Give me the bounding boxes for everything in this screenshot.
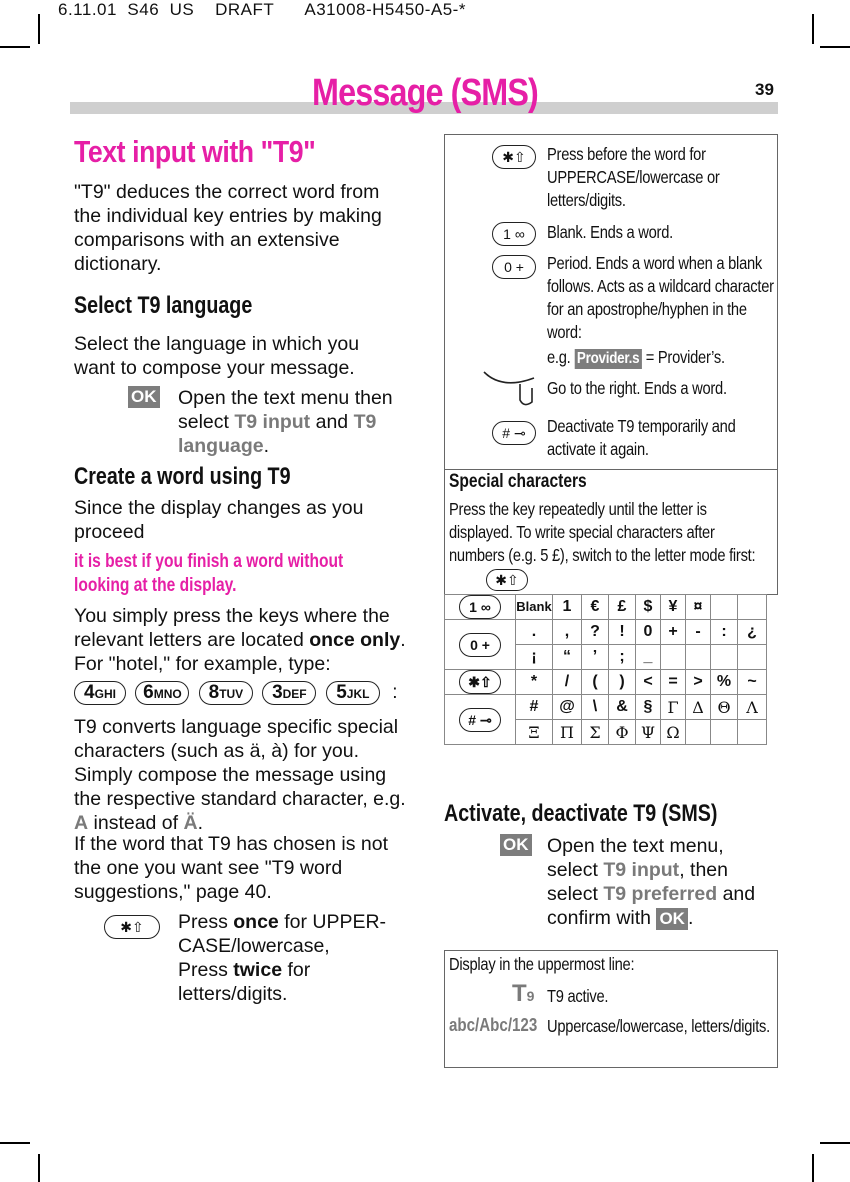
special-characters-table — [444, 594, 767, 745]
instruction-text: Period. Ends a word when a blank follows. Acts as a wildcard character for an apostrophe/hyphen in the word: — [547, 253, 774, 342]
table-cell: ¥ — [661, 595, 686, 620]
table-cell: £ — [609, 595, 636, 620]
table-cell: “ — [553, 645, 582, 670]
table-cell: - — [686, 620, 711, 645]
one-key-icon: 1 ∞ — [459, 595, 501, 619]
instruction-text: Blank. Ends a word. — [547, 222, 673, 242]
table-cell: 1 — [553, 595, 582, 620]
key-3-icon: 3DEF — [262, 681, 316, 705]
table-cell: Blank — [516, 595, 553, 620]
zero-key-icon: 0 + — [459, 633, 501, 657]
table-cell: Δ — [686, 695, 711, 720]
table-cell — [711, 645, 738, 670]
table-cell: ! — [609, 620, 636, 645]
table-cell: 0 — [636, 620, 661, 645]
table-cell: * — [516, 670, 553, 695]
table-cell: € — [582, 595, 609, 620]
table-cell: \ — [582, 695, 609, 720]
table-cell: Λ — [738, 695, 767, 720]
provider-example: e.g. Provider.s = Provider’s. — [547, 347, 725, 367]
key-5-icon: 5JKL — [326, 681, 380, 705]
table-row-key — [445, 595, 516, 620]
case-mode-label: abc/Abc/123 — [449, 1015, 538, 1035]
table-cell: # — [516, 695, 553, 720]
crop-mark — [820, 46, 850, 48]
hotel-key-sequence — [74, 681, 398, 705]
not-wanted-text: If the word that T9 has chosen is not the one you want see "T9 word suggestions," page 40. — [74, 833, 388, 903]
create-word-heading: Create a word using T9 — [74, 463, 291, 490]
page-number: 39 — [755, 80, 774, 99]
key-sequence-colon: : — [392, 682, 398, 703]
key-4-icon: 4GHI — [74, 681, 126, 705]
ok-softkey[interactable]: OK — [500, 834, 532, 856]
table-cell: ~ — [738, 670, 767, 695]
table-cell: ’ — [582, 645, 609, 670]
table-cell: Θ — [711, 695, 738, 720]
hash-key-icon: # ⊸ — [459, 708, 501, 732]
case-mode-text: Uppercase/lowercase, letters/digits. — [547, 1016, 770, 1036]
table-row-key — [445, 695, 516, 745]
instruction-text: Go to the right. Ends a word. — [547, 378, 727, 398]
table-cell: Π — [553, 720, 582, 745]
crop-mark — [38, 1154, 40, 1182]
zero-key-icon: 0 + — [492, 255, 536, 279]
table-cell: Ψ — [636, 720, 661, 745]
select-language-text: Select the language in which you want to compose your message. — [74, 333, 360, 379]
table-cell: % — [711, 670, 738, 695]
t9-active-text: T9 active. — [547, 986, 609, 1006]
activate-t9-text: Open the text menu, select T9 input, then select T9 preferred and confirm with OK . — [547, 835, 756, 929]
crop-mark — [812, 14, 814, 44]
page-title: Message (SMS) — [312, 72, 538, 114]
crop-mark — [812, 1154, 814, 1182]
table-cell: ) — [609, 670, 636, 695]
crop-mark — [820, 1142, 850, 1144]
special-characters-text: Press the key repeatedly until the letter is displayed. To write special characters after numbers (e.g. 5 £), switch to the letter mode first: — [449, 499, 756, 565]
table-cell: > — [686, 670, 711, 695]
open-menu-text: Open the text menu then select T9 input and T9 language. — [178, 387, 393, 457]
table-row-key — [445, 670, 516, 695]
provider-softkey[interactable]: Provider.s — [574, 349, 642, 369]
table-cell — [711, 720, 738, 745]
navigation-key-right-icon — [482, 368, 538, 410]
crop-mark — [0, 1142, 30, 1144]
star-key-icon: ✱⇧ — [104, 915, 160, 939]
table-cell: , — [553, 620, 582, 645]
special-characters-heading: Special characters — [449, 471, 587, 492]
press-keys-text: You simply press the keys where the relevant letters are located once only. For "hotel," for example, type: — [74, 605, 406, 675]
intro-text: "T9" deduces the correct word from the individual key entries by making comparisons with an extensive dictionary. — [74, 181, 382, 275]
table-cell: @ — [553, 695, 582, 720]
table-cell — [738, 645, 767, 670]
table-cell: / — [553, 670, 582, 695]
table-cell: = — [661, 670, 686, 695]
table-cell: § — [636, 695, 661, 720]
key-8-icon: 8TUV — [199, 681, 253, 705]
best-tip-text: it is best if you finish a word without looking at the display. — [74, 551, 344, 596]
table-cell: ¡ — [516, 645, 553, 670]
ok-softkey[interactable]: OK — [656, 908, 688, 930]
star-key-icon: ✱⇧ — [492, 145, 536, 169]
table-cell: ( — [582, 670, 609, 695]
table-cell — [686, 645, 711, 670]
table-cell: ¤ — [686, 595, 711, 620]
draft-line: 6.11.01 S46 US DRAFT A31008-H5450-A5-* — [58, 0, 466, 19]
t9-converts-text: T9 converts language specific special characters (such as ä, à) for you. Simply compose the message using the respective standard character, e.g. A instead of Ä. — [74, 716, 406, 834]
table-cell: _ — [636, 645, 661, 670]
star-key-icon: ✱⇧ — [486, 569, 528, 591]
table-cell: Ξ — [516, 720, 553, 745]
crop-mark — [38, 14, 40, 44]
table-row-key — [445, 620, 516, 670]
table-cell — [711, 595, 738, 620]
table-cell — [661, 645, 686, 670]
instruction-text: Deactivate T9 temporarily and activate it again. — [547, 416, 736, 459]
press-star-text: Press once for UPPER-CASE/lowercase, Press twice for letters/digits. — [178, 911, 387, 1005]
table-cell: $ — [636, 595, 661, 620]
table-cell: + — [661, 620, 686, 645]
table-cell — [686, 720, 711, 745]
table-cell: Γ — [661, 695, 686, 720]
select-language-heading: Select T9 language — [74, 292, 253, 319]
table-cell: & — [609, 695, 636, 720]
display-info-heading: Display in the uppermost line: — [449, 954, 635, 974]
table-cell: Φ — [609, 720, 636, 745]
table-cell: Σ — [582, 720, 609, 745]
t9-indicator-icon: T9 — [512, 980, 535, 1007]
crop-mark — [0, 46, 30, 48]
instruction-text: Press before the word for UPPERCASE/lowercase or letters/digits. — [547, 144, 720, 210]
table-cell: . — [516, 620, 553, 645]
table-cell: ; — [609, 645, 636, 670]
display-changes-text: Since the display changes as you proceed — [74, 497, 364, 543]
table-cell — [738, 595, 767, 620]
table-cell: : — [711, 620, 738, 645]
ok-softkey[interactable]: OK — [128, 386, 160, 408]
key-6-icon: 6MNO — [135, 681, 189, 705]
table-cell: < — [636, 670, 661, 695]
one-key-icon: 1 ∞ — [492, 222, 536, 246]
table-cell: Ω — [661, 720, 686, 745]
activate-t9-heading: Activate, deactivate T9 (SMS) — [444, 800, 718, 827]
table-cell — [738, 720, 767, 745]
table-cell: ? — [582, 620, 609, 645]
table-cell: ¿ — [738, 620, 767, 645]
hash-key-icon: # ⊸ — [492, 421, 536, 445]
section-title: Text input with "T9" — [74, 134, 316, 169]
star-key-icon: ✱⇧ — [459, 670, 501, 694]
